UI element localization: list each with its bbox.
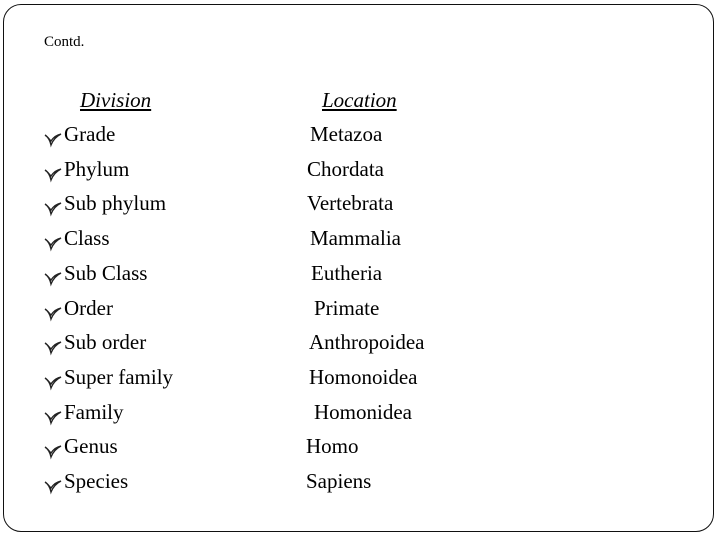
classification-row	[0, 365, 720, 399]
bullet-icon	[44, 164, 62, 180]
bullet-icon	[44, 233, 62, 249]
taxon-value: Eutheria	[311, 260, 383, 285]
classification-row	[0, 469, 720, 503]
bullet-icon	[44, 407, 62, 423]
slide-title: Contd.	[44, 34, 85, 50]
taxon-value: Chordata	[307, 156, 384, 181]
classification-row	[0, 434, 720, 468]
classification-row	[0, 400, 720, 434]
rank-label: Class	[64, 226, 110, 251]
rank-label: Family	[64, 399, 124, 424]
taxon-value: Mammalia	[310, 226, 401, 251]
taxon-value: Sapiens	[306, 469, 372, 493]
taxon-value: Anthropoidea	[309, 330, 425, 355]
classification-row	[0, 157, 720, 191]
rank-label: Phylum	[64, 156, 130, 181]
rank-label: Genus	[64, 434, 118, 459]
classification-row	[0, 226, 720, 260]
rank-label: Species	[64, 469, 129, 493]
bullet-icon	[44, 337, 62, 353]
rank-label: Super family	[64, 364, 174, 389]
bullet-icon	[44, 268, 62, 284]
taxon-value: Metazoa	[310, 122, 383, 146]
classification-row	[0, 296, 720, 330]
classification-row	[0, 122, 720, 156]
bullet-icon	[44, 372, 62, 388]
bullet-icon	[44, 441, 62, 457]
rank-label: Sub Class	[64, 260, 148, 285]
classification-row	[0, 261, 720, 295]
bullet-icon	[44, 476, 62, 492]
rank-label: Order	[64, 295, 113, 320]
taxon-value: Homonoidea	[309, 364, 418, 389]
rank-label: Grade	[64, 122, 116, 146]
division-header: Division	[80, 88, 152, 112]
bullet-icon	[44, 129, 62, 145]
bullet-icon	[44, 198, 62, 214]
classification-row	[0, 191, 720, 225]
bullet-icon	[44, 303, 62, 319]
rank-label: Sub order	[64, 330, 147, 355]
classification-row	[0, 330, 720, 364]
taxon-value: Homo	[306, 434, 359, 459]
taxon-value: Primate	[314, 295, 380, 320]
taxon-value: Homonidea	[314, 399, 412, 424]
location-header: Location	[322, 88, 397, 112]
taxon-value: Vertebrata	[307, 191, 394, 216]
rank-label: Sub phylum	[64, 191, 167, 216]
